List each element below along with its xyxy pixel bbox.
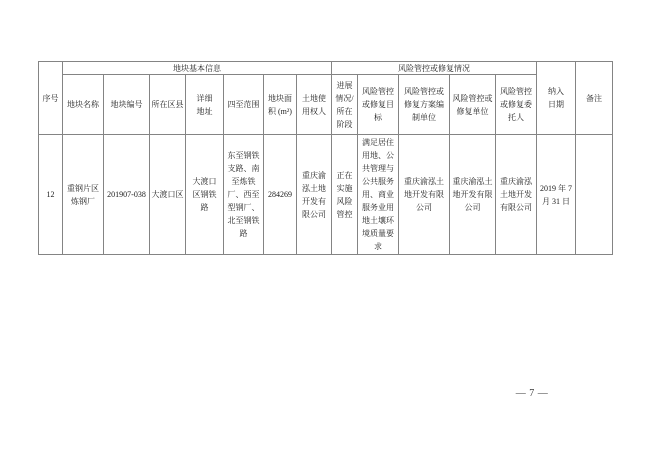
land-parcel-table (38, 61, 613, 255)
col-header-repair-unit: 风险管控或修复单位 (450, 75, 496, 135)
cell-address: 大渡口区钢铁路 (186, 135, 224, 255)
col-header-district: 所在区县 (150, 75, 186, 135)
cell-principal: 重庆渝泓土地开发有限公司 (496, 135, 537, 255)
cell-remark (576, 135, 613, 255)
col-header-remark: 备注 (576, 62, 613, 135)
col-header-name: 地块名称 (63, 75, 104, 135)
col-header-address: 详细地址 (186, 75, 224, 135)
col-header-boundary: 四至范围 (224, 75, 264, 135)
col-header-code: 地块编号 (104, 75, 150, 135)
table-sub-header-row (39, 75, 613, 135)
page-number: — 7 — (515, 388, 549, 399)
cell-stage: 正在实施风险管控 (332, 135, 358, 255)
cell-plan-unit: 重庆渝泓土地开发有限公司 (399, 135, 450, 255)
cell-land-user: 重庆渝泓土地开发有限公司 (297, 135, 332, 255)
col-header-stage: 进展情况/所在阶段 (332, 75, 358, 135)
table-row (39, 135, 613, 255)
group-header-basic-info: 地块基本信息 (63, 62, 332, 75)
cell-repair-unit: 重庆渝泓土地开发有限公司 (450, 135, 496, 255)
cell-district: 大渡口区 (150, 135, 186, 255)
group-header-risk-info: 风险管控或修复情况 (332, 62, 537, 75)
col-header-plan-unit: 风险管控或修复方案编制单位 (399, 75, 450, 135)
cell-boundary: 东至钢铁支路、南至炼铁厂、西至型钢厂、北至钢铁路 (224, 135, 264, 255)
cell-target: 满足居住用地、公共管理与公共服务用、商业服务业用地土壤环境质量要求 (358, 135, 399, 255)
cell-serial: 12 (39, 135, 63, 255)
col-header-target: 风险管控或修复目标 (358, 75, 399, 135)
col-header-serial: 序号 (39, 62, 63, 135)
col-header-land-user: 土地使用权人 (297, 75, 332, 135)
cell-code: 201907-038 (104, 135, 150, 255)
table-group-header-row (39, 62, 613, 75)
cell-area: 284269 (264, 135, 297, 255)
col-header-date: 纳入日期 (537, 62, 576, 135)
cell-name: 重钢片区炼钢厂 (63, 135, 104, 255)
col-header-area: 地块面积 (m²) (264, 75, 297, 135)
col-header-principal: 风险管控或修复委托人 (496, 75, 537, 135)
cell-date: 2019 年 7 月 31 日 (537, 135, 576, 255)
